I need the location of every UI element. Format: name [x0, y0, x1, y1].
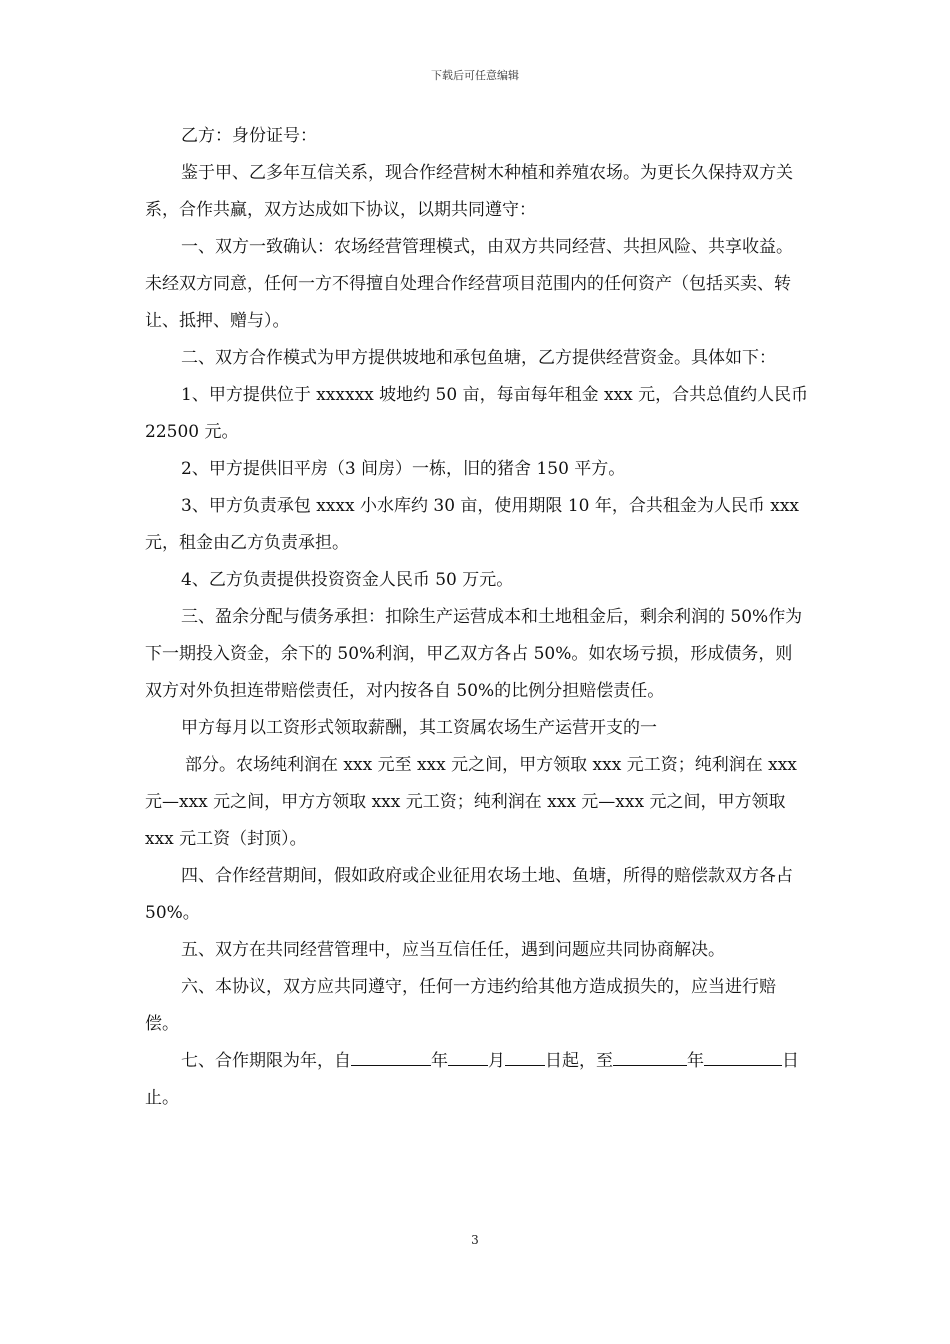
paragraph-salary-intro: 甲方每月以工资形式领取薪酬，其工资属农场生产运营开支的一: [181, 718, 657, 738]
page-header: 下载后可任意编辑: [431, 69, 519, 82]
term-year-2: 年: [687, 1051, 704, 1071]
blank-end-year[interactable]: [613, 1046, 687, 1066]
blank-start-month[interactable]: [448, 1046, 488, 1066]
term-end: 日止。: [145, 1051, 799, 1108]
blank-end-month[interactable]: [704, 1046, 772, 1066]
page-number: 3: [471, 1233, 479, 1247]
blank-end-day[interactable]: [772, 1046, 782, 1066]
term-day-1: 日起，至: [545, 1051, 613, 1071]
paragraph-clause-5: 五、双方在共同经营管理中，应当互信任任，遇到问题应共同协商解决。: [181, 940, 725, 960]
blank-start-year[interactable]: [351, 1046, 431, 1066]
paragraph-salary-detail: 部分。农场纯利润在 xxx 元至 xxx 元之间，甲方领取 xxx 元工资；纯利润在 xxx 元—xxx 元之间，甲方方领取 xxx 元工资；纯利润在 xxx 元—xxx 元之间，甲方领取 xxx 元工资（封顶）。: [145, 755, 797, 849]
paragraph-item-1: 1、甲方提供位于 xxxxxx 坡地约 50 亩，每亩每年租金 xxx 元，合共总值约人民币 22500 元。: [145, 385, 809, 442]
paragraph-party-b: 乙方：身份证号：: [181, 126, 317, 146]
term-prefix: 七、合作期限为年，自: [181, 1051, 351, 1071]
paragraph-clause-3: 三、盈余分配与债务承担：扣除生产运营成本和土地租金后，剩余利润的 50%作为下一期投入资金，余下的 50%利润，甲乙双方各占 50%。如农场亏损，形成债务，则双方对外负担连带赔偿责任，对内按各自 50%的比例分担赔偿责任。: [145, 607, 803, 701]
term-month-1: 月: [488, 1051, 505, 1071]
paragraph-clause-4: 四、合作经营期间，假如政府或企业征用农场土地、鱼塘，所得的赔偿款双方各占 50%。: [145, 866, 793, 923]
document-body: [145, 118, 809, 1117]
blank-start-day[interactable]: [505, 1046, 545, 1066]
paragraph-item-3: 3、甲方负责承包 xxxx 小水库约 30 亩，使用期限 10 年，合共租金为人民币 xxx 元，租金由乙方负责承担。: [145, 496, 800, 553]
paragraph-clause-7: [145, 1043, 809, 1117]
paragraph-item-2: 2、甲方提供旧平房（3 间房）一栋，旧的猪舍 150 平方。: [181, 459, 626, 479]
paragraph-preamble: 鉴于甲、乙多年互信关系，现合作经营树木种植和养殖农场。为更长久保持双方关系，合作共赢，双方达成如下协议，以期共同遵守：: [145, 163, 793, 220]
paragraph-clause-1: 一、双方一致确认：农场经营管理模式，由双方共同经营、共担风险、共享收益。未经双方同意，任何一方不得擅自处理合作经营项目范围内的任何资产（包括买卖、转让、抵押、赠与）。: [145, 237, 793, 331]
paragraph-item-4: 4、乙方负责提供投资资金人民币 50 万元。: [181, 570, 514, 590]
term-year-1: 年: [431, 1051, 448, 1071]
paragraph-clause-2: 二、双方合作模式为甲方提供坡地和承包鱼塘，乙方提供经营资金。具体如下：: [181, 348, 776, 368]
paragraph-clause-6: 六、本协议，双方应共同遵守，任何一方违约给其他方造成损失的，应当进行赔偿。: [145, 977, 776, 1034]
